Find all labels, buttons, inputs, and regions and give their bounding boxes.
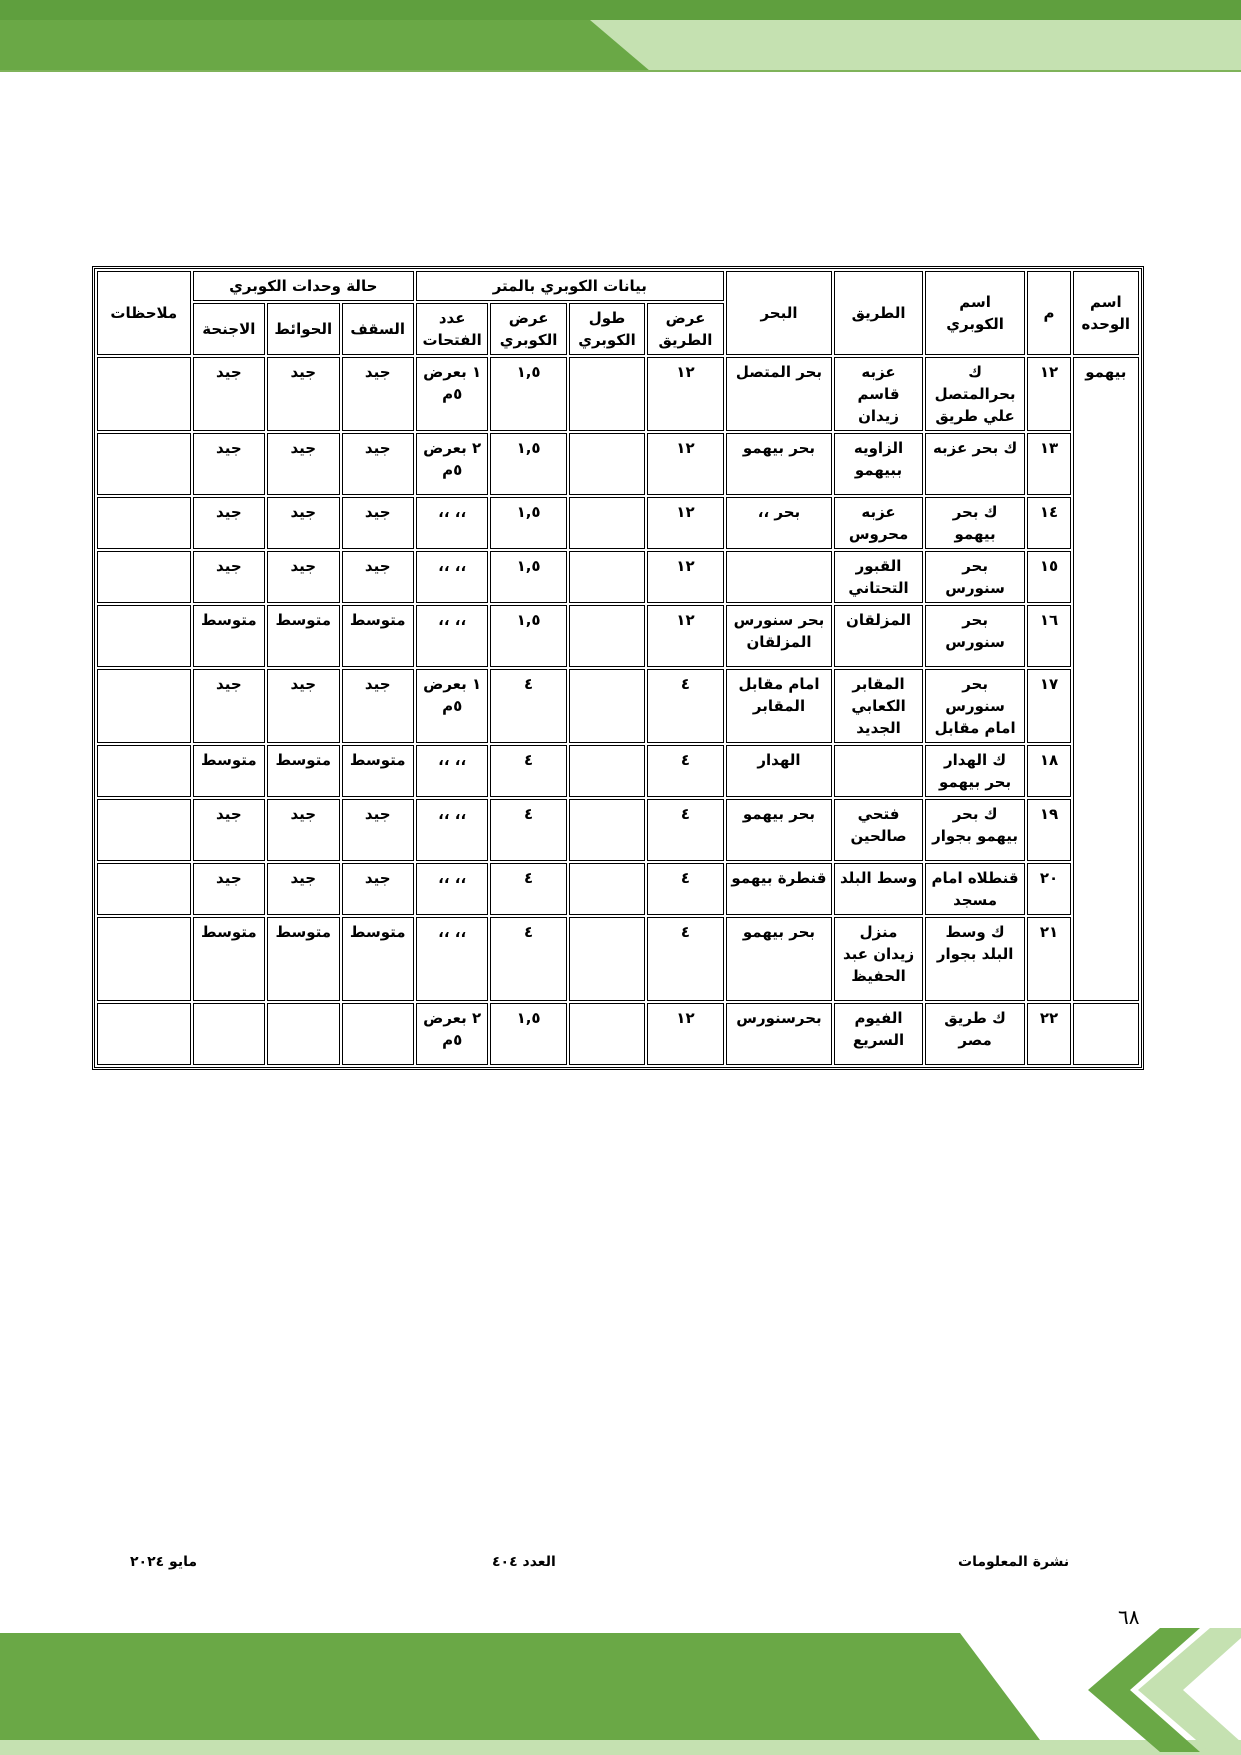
group-bridge-condition: حالة وحدات الكوبري bbox=[193, 271, 414, 301]
road-cell: المزلقان bbox=[834, 605, 923, 667]
bridge-name-cell: ك بحر عزبه bbox=[925, 433, 1026, 495]
openings-cell: ٢ بعرض ٥م bbox=[416, 433, 488, 495]
bridge-width-cell: ١,٥ bbox=[490, 605, 566, 667]
bridge-length-cell bbox=[569, 1003, 645, 1065]
bridges-table-wrapper bbox=[92, 266, 1144, 1070]
wings-cell: جيد bbox=[193, 799, 265, 861]
road-cell: منزل زيدان عبد الحفيظ bbox=[834, 917, 923, 1001]
bridge-name-cell: بحر سنورس bbox=[925, 551, 1026, 603]
bridge-length-cell bbox=[569, 551, 645, 603]
row-number-cell: ٢١ bbox=[1027, 917, 1070, 1001]
road-width-cell: ١٢ bbox=[647, 497, 723, 549]
openings-cell: ،، ،، bbox=[416, 917, 488, 1001]
walls-cell: جيد bbox=[267, 497, 339, 549]
col-roof: السقف bbox=[342, 303, 414, 355]
road-width-cell: ١٢ bbox=[647, 605, 723, 667]
bridge-width-cell: ٤ bbox=[490, 917, 566, 1001]
col-walls: الحوائط bbox=[267, 303, 339, 355]
road-width-cell: ٤ bbox=[647, 745, 723, 797]
table-row bbox=[97, 863, 1139, 915]
sea-cell: بحر بيهمو bbox=[726, 917, 833, 1001]
unit-cell: بيهمو bbox=[1073, 357, 1139, 1001]
road-cell: الفيوم السريع bbox=[834, 1003, 923, 1065]
row-number-cell: ١٩ bbox=[1027, 799, 1070, 861]
walls-cell bbox=[267, 1003, 339, 1065]
bridge-name-cell: ك وسط البلد بجوار bbox=[925, 917, 1026, 1001]
wings-cell: جيد bbox=[193, 669, 265, 743]
road-cell: المقابر الكعابي الجديد bbox=[834, 669, 923, 743]
openings-cell: ١ بعرض ٥م bbox=[416, 669, 488, 743]
sea-cell: بحرسنورس bbox=[726, 1003, 833, 1065]
col-bridge-width: عرض الكوبري bbox=[490, 303, 566, 355]
openings-cell: ،، ،، bbox=[416, 605, 488, 667]
table-row bbox=[97, 357, 1139, 431]
bridge-width-cell: ١,٥ bbox=[490, 357, 566, 431]
openings-cell: ،، ،، bbox=[416, 799, 488, 861]
bridge-width-cell: ١,٥ bbox=[490, 433, 566, 495]
walls-cell: جيد bbox=[267, 433, 339, 495]
table-row bbox=[97, 917, 1139, 1001]
bridge-length-cell bbox=[569, 799, 645, 861]
bridge-width-cell: ٤ bbox=[490, 669, 566, 743]
road-width-cell: ٤ bbox=[647, 669, 723, 743]
wings-cell: متوسط bbox=[193, 605, 265, 667]
openings-cell: ،، ،، bbox=[416, 551, 488, 603]
row-number-cell: ١٧ bbox=[1027, 669, 1070, 743]
bridges-table bbox=[92, 266, 1144, 1070]
wings-cell: جيد bbox=[193, 551, 265, 603]
footer-banner bbox=[0, 1628, 1241, 1755]
walls-cell: متوسط bbox=[267, 605, 339, 667]
road-width-cell: ١٢ bbox=[647, 357, 723, 431]
row-number-cell: ١٨ bbox=[1027, 745, 1070, 797]
col-wings: الاجنحة bbox=[193, 303, 265, 355]
bridge-name-cell: بحر سنورس bbox=[925, 605, 1026, 667]
bridge-length-cell bbox=[569, 433, 645, 495]
bridge-length-cell bbox=[569, 357, 645, 431]
bridge-name-cell: قنطلاه امام مسجد bbox=[925, 863, 1026, 915]
bridge-width-cell: ٤ bbox=[490, 799, 566, 861]
walls-cell: جيد bbox=[267, 863, 339, 915]
sea-cell: قنطرة بيهمو bbox=[726, 863, 833, 915]
table-row bbox=[97, 799, 1139, 861]
road-cell: عزبه قاسم زيدان bbox=[834, 357, 923, 431]
roof-cell: جيد bbox=[342, 863, 414, 915]
walls-cell: جيد bbox=[267, 551, 339, 603]
notes-cell bbox=[97, 433, 191, 495]
publication-name: نشرة المعلومات bbox=[958, 1554, 1070, 1570]
notes-cell bbox=[97, 1003, 191, 1065]
roof-cell: جيد bbox=[342, 433, 414, 495]
col-openings: عدد الفتحات bbox=[416, 303, 488, 355]
road-width-cell: ٤ bbox=[647, 799, 723, 861]
bridge-length-cell bbox=[569, 669, 645, 743]
openings-cell: ،، ،، bbox=[416, 745, 488, 797]
table-row bbox=[97, 497, 1139, 549]
header-row-1 bbox=[97, 271, 1139, 301]
sea-cell bbox=[726, 551, 833, 603]
road-cell: فتحي صالحين bbox=[834, 799, 923, 861]
col-unit: اسم الوحده bbox=[1073, 271, 1139, 355]
roof-cell: جيد bbox=[342, 551, 414, 603]
bridge-width-cell: ١,٥ bbox=[490, 1003, 566, 1065]
bridge-name-cell: ك بحرالمتصل علي طريق bbox=[925, 357, 1026, 431]
row-number-cell: ١٥ bbox=[1027, 551, 1070, 603]
sea-cell: بحر بيهمو bbox=[726, 799, 833, 861]
bridge-name-cell: ك الهدار بحر بيهمو bbox=[925, 745, 1026, 797]
bridge-width-cell: ٤ bbox=[490, 863, 566, 915]
table-row bbox=[97, 551, 1139, 603]
roof-cell: جيد bbox=[342, 497, 414, 549]
bridge-name-cell: ك بحر بيهمو bbox=[925, 497, 1026, 549]
notes-cell bbox=[97, 799, 191, 861]
road-cell bbox=[834, 745, 923, 797]
road-width-cell: ١٢ bbox=[647, 433, 723, 495]
col-bridge-length: طول الكوبري bbox=[569, 303, 645, 355]
bridge-name-cell: بحر سنورس امام مقابل bbox=[925, 669, 1026, 743]
notes-cell bbox=[97, 669, 191, 743]
road-width-cell: ٤ bbox=[647, 917, 723, 1001]
road-cell: الزاويه ببيهمو bbox=[834, 433, 923, 495]
page-number: ٦٨ bbox=[1118, 1605, 1140, 1629]
notes-cell bbox=[97, 357, 191, 431]
col-bridge-name: اسم الكوبري bbox=[925, 271, 1026, 355]
row-number-cell: ١٢ bbox=[1027, 357, 1070, 431]
walls-cell: جيد bbox=[267, 669, 339, 743]
header-banner bbox=[0, 0, 1241, 72]
sea-cell: الهدار bbox=[726, 745, 833, 797]
wings-cell: جيد bbox=[193, 357, 265, 431]
notes-cell bbox=[97, 551, 191, 603]
roof-cell: متوسط bbox=[342, 605, 414, 667]
table-row bbox=[97, 745, 1139, 797]
roof-cell: جيد bbox=[342, 669, 414, 743]
road-cell: وسط البلد bbox=[834, 863, 923, 915]
row-number-cell: ١٣ bbox=[1027, 433, 1070, 495]
bridge-name-cell: ك طريق مصر bbox=[925, 1003, 1026, 1065]
issue-date: مايو ٢٠٢٤ bbox=[130, 1554, 198, 1570]
notes-cell bbox=[97, 863, 191, 915]
bridge-width-cell: ٤ bbox=[490, 745, 566, 797]
issue-number: العدد ٤٠٤ bbox=[492, 1554, 556, 1570]
bridge-length-cell bbox=[569, 745, 645, 797]
wings-cell bbox=[193, 1003, 265, 1065]
wings-cell: جيد bbox=[193, 433, 265, 495]
row-number-cell: ١٤ bbox=[1027, 497, 1070, 549]
col-notes: ملاحظات bbox=[97, 271, 191, 355]
walls-cell: جيد bbox=[267, 357, 339, 431]
wings-cell: متوسط bbox=[193, 917, 265, 1001]
roof-cell bbox=[342, 1003, 414, 1065]
row-number-cell: ٢٠ bbox=[1027, 863, 1070, 915]
col-no: م bbox=[1027, 271, 1070, 355]
openings-cell: ،، ،، bbox=[416, 497, 488, 549]
bridge-width-cell: ١,٥ bbox=[490, 497, 566, 549]
bridge-length-cell bbox=[569, 863, 645, 915]
road-width-cell: ١٢ bbox=[647, 551, 723, 603]
road-cell: عزبه محروس bbox=[834, 497, 923, 549]
col-road: الطريق bbox=[834, 271, 923, 355]
unit-cell bbox=[1073, 1003, 1139, 1065]
walls-cell: متوسط bbox=[267, 745, 339, 797]
table-row bbox=[97, 605, 1139, 667]
notes-cell bbox=[97, 917, 191, 1001]
table-row bbox=[97, 669, 1139, 743]
openings-cell: ١ بعرض ٥م bbox=[416, 357, 488, 431]
openings-cell: ،، ،، bbox=[416, 863, 488, 915]
roof-cell: جيد bbox=[342, 357, 414, 431]
bridge-length-cell bbox=[569, 497, 645, 549]
wings-cell: متوسط bbox=[193, 745, 265, 797]
roof-cell: متوسط bbox=[342, 917, 414, 1001]
sea-cell: امام مقابل المقابر bbox=[726, 669, 833, 743]
row-number-cell: ١٦ bbox=[1027, 605, 1070, 667]
row-number-cell: ٢٢ bbox=[1027, 1003, 1070, 1065]
notes-cell bbox=[97, 497, 191, 549]
notes-cell bbox=[97, 605, 191, 667]
walls-cell: جيد bbox=[267, 799, 339, 861]
group-bridge-data: بيانات الكوبري بالمتر bbox=[416, 271, 724, 301]
walls-cell: متوسط bbox=[267, 917, 339, 1001]
bridge-length-cell bbox=[569, 917, 645, 1001]
table-row bbox=[97, 1003, 1139, 1065]
sea-cell: بحر سنورس المزلقان bbox=[726, 605, 833, 667]
bridge-width-cell: ١,٥ bbox=[490, 551, 566, 603]
road-cell: القبور التحتاني bbox=[834, 551, 923, 603]
sea-cell: بحر بيهمو bbox=[726, 433, 833, 495]
roof-cell: متوسط bbox=[342, 745, 414, 797]
openings-cell: ٢ بعرض ٥م bbox=[416, 1003, 488, 1065]
road-width-cell: ١٢ bbox=[647, 1003, 723, 1065]
notes-cell bbox=[97, 745, 191, 797]
col-road-width: عرض الطريق bbox=[647, 303, 723, 355]
bridge-name-cell: ك بحر بيهمو بجوار bbox=[925, 799, 1026, 861]
table-body bbox=[97, 357, 1139, 1065]
wings-cell: جيد bbox=[193, 863, 265, 915]
col-sea: البحر bbox=[726, 271, 833, 355]
roof-cell: جيد bbox=[342, 799, 414, 861]
road-width-cell: ٤ bbox=[647, 863, 723, 915]
table-row bbox=[97, 433, 1139, 495]
sea-cell: بحر المتصل bbox=[726, 357, 833, 431]
sea-cell: بحر ،، bbox=[726, 497, 833, 549]
wings-cell: جيد bbox=[193, 497, 265, 549]
bridge-length-cell bbox=[569, 605, 645, 667]
